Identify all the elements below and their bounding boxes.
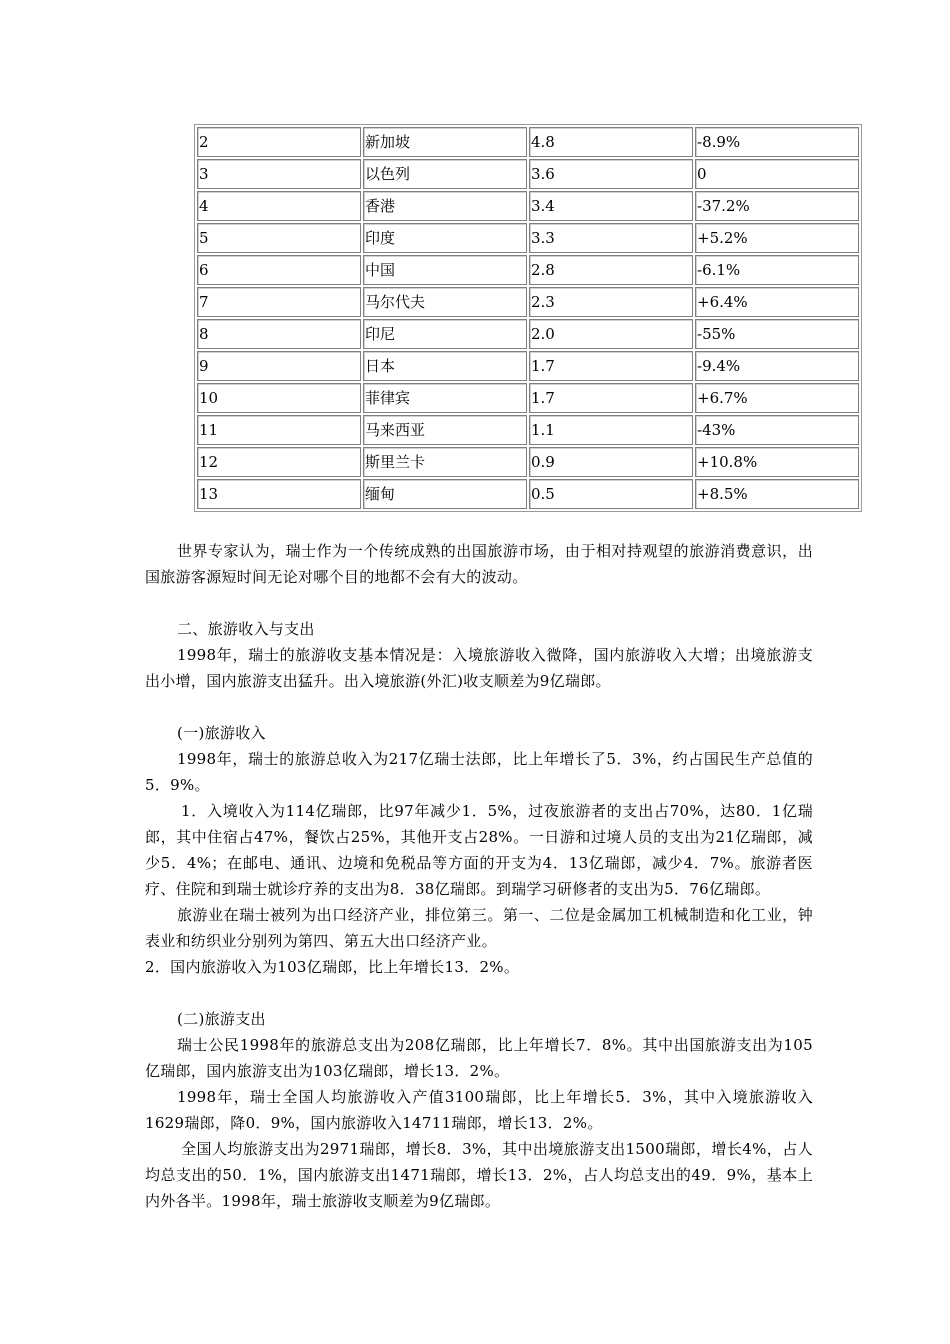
table-cell-value: 4.8 [529, 127, 693, 157]
table-row [197, 255, 859, 285]
table-row [197, 351, 859, 381]
paragraph-total-expense: 瑞士公民1998年的旅游总支出为208亿瑞郎，比上年增长7．8%。其中出国旅游支出为105亿瑞郎，国内旅游支出为103亿瑞郎，增长13．2%。 [145, 1036, 813, 1080]
table-cell-change: +5.2% [695, 223, 859, 253]
table-cell-country: 新加坡 [363, 127, 527, 157]
table-cell-rank: 12 [197, 447, 361, 477]
table-cell-change: +6.4% [695, 287, 859, 317]
table-row [197, 479, 859, 509]
table-cell-country: 马来西亚 [363, 415, 527, 445]
table-cell-change: +6.7% [695, 383, 859, 413]
blank-line [145, 694, 813, 720]
table-cell-country: 印度 [363, 223, 527, 253]
section-heading-income-expense: 二、旅游收入与支出 [177, 620, 315, 638]
table-cell-rank: 6 [197, 255, 361, 285]
table-row [197, 287, 859, 317]
table-cell-value: 1.1 [529, 415, 693, 445]
table-row [197, 191, 859, 221]
table-cell-rank: 5 [197, 223, 361, 253]
paragraph-per-capita-income: 1998年，瑞士全国人均旅游收入产值3100瑞郎，比上年增长5．3%，其中入境旅游收入1629瑞郎，降0．9%，国内旅游收入14711瑞郎，增长13．2%。 [145, 1088, 813, 1132]
table-cell-country: 斯里兰卡 [363, 447, 527, 477]
table-cell-change: +10.8% [695, 447, 859, 477]
table-cell-country: 印尼 [363, 319, 527, 349]
table-cell-country: 以色列 [363, 159, 527, 189]
table-cell-country: 中国 [363, 255, 527, 285]
paragraph-domestic-income: 2．国内旅游收入为103亿瑞郎，比上年增长13．2%。 [145, 958, 520, 976]
table-cell-country: 缅甸 [363, 479, 527, 509]
table-cell-rank: 2 [197, 127, 361, 157]
paragraph-inbound-income: 1．入境收入为114亿瑞郎，比97年减少1．5%，过夜旅游者的支出占70%，达80．1亿瑞郎，其中住宿占47%，餐饮占25%，其他开支占28%。一日游和过境人员的支出为21亿瑞郎，减少5．4%；在邮电、通讯、边境和免税品等方面的开支为4．13亿瑞郎，减少4．7%。旅游者医疗、住院和到瑞士就诊疗养的支出为8．38亿瑞郎。到瑞学习研修者的支出为5．76亿瑞郎。 [145, 802, 813, 898]
table-cell-rank: 11 [197, 415, 361, 445]
table-row [197, 447, 859, 477]
table-cell-value: 3.4 [529, 191, 693, 221]
table-cell-rank: 9 [197, 351, 361, 381]
body-text [145, 538, 813, 1214]
table-cell-change: -9.4% [695, 351, 859, 381]
paragraph-export-industry: 旅游业在瑞士被列为出口经济产业，排位第三。第一、二位是金属加工机械制造和化工业，钟表业和纺织业分别列为第四、第五大出口经济产业。 [145, 906, 813, 950]
table-cell-rank: 13 [197, 479, 361, 509]
subsection-heading-income: (一)旅游收入 [177, 724, 266, 742]
table-row [197, 127, 859, 157]
table-cell-change: +8.5% [695, 479, 859, 509]
table-row [197, 319, 859, 349]
table-cell-rank: 7 [197, 287, 361, 317]
table-cell-rank: 8 [197, 319, 361, 349]
table-row [197, 223, 859, 253]
table-cell-country: 马尔代夫 [363, 287, 527, 317]
table-cell-country: 菲律宾 [363, 383, 527, 413]
paragraph-experts: 世界专家认为，瑞士作为一个传统成熟的出国旅游市场，由于相对持观望的旅游消费意识，出国旅游客源短时间无论对哪个目的地都不会有大的波动。 [145, 542, 813, 586]
table-cell-value: 0.9 [529, 447, 693, 477]
table-cell-change: -8.9% [695, 127, 859, 157]
blank-line [145, 590, 813, 616]
table-cell-value: 2.0 [529, 319, 693, 349]
table-cell-country: 香港 [363, 191, 527, 221]
table-cell-value: 1.7 [529, 383, 693, 413]
table-cell-rank: 4 [197, 191, 361, 221]
table-cell-change: 0 [695, 159, 859, 189]
table-body [197, 127, 859, 509]
table-row [197, 383, 859, 413]
table-cell-rank: 10 [197, 383, 361, 413]
subsection-heading-expense: (二)旅游支出 [177, 1010, 266, 1028]
table-cell-value: 3.6 [529, 159, 693, 189]
table-cell-rank: 3 [197, 159, 361, 189]
destination-table [194, 124, 862, 512]
table-cell-change: -43% [695, 415, 859, 445]
table-cell-value: 0.5 [529, 479, 693, 509]
table-cell-country: 日本 [363, 351, 527, 381]
table-cell-change: -55% [695, 319, 859, 349]
paragraph-section-summary: 1998年，瑞士的旅游收支基本情况是：入境旅游收入微降，国内旅游收入大增；出境旅游支出小增，国内旅游支出猛升。出入境旅游(外汇)收支顺差为9亿瑞郎。 [145, 646, 813, 690]
table-cell-value: 2.8 [529, 255, 693, 285]
blank-line [145, 980, 813, 1006]
paragraph-per-capita-expense: 全国人均旅游支出为2971瑞郎，增长8．3%，其中出境旅游支出1500瑞郎，增长4%，占人均总支出的50．1%，国内旅游支出1471瑞郎，增长13．2%，占人均总支出的49．9%，基本上内外各半。1998年，瑞士旅游收支顺差为9亿瑞郎。 [145, 1140, 813, 1210]
table-cell-value: 3.3 [529, 223, 693, 253]
table-cell-value: 2.3 [529, 287, 693, 317]
table-row [197, 415, 859, 445]
table-row [197, 159, 859, 189]
table-cell-change: -37.2% [695, 191, 859, 221]
table-cell-value: 1.7 [529, 351, 693, 381]
paragraph-total-income: 1998年，瑞士的旅游总收入为217亿瑞士法郎，比上年增长了5．3%，约占国民生产总值的5．9%。 [145, 750, 813, 794]
table-cell-change: -6.1% [695, 255, 859, 285]
